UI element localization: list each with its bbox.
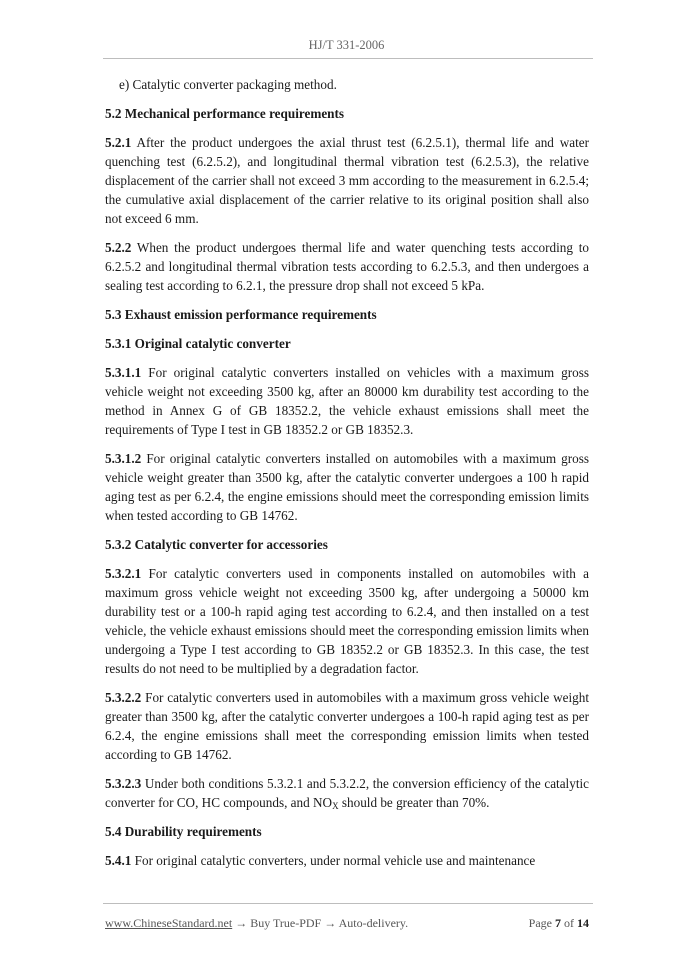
section-heading: 5.2 Mechanical performance requirements [105, 106, 345, 121]
paragraph [105, 133, 589, 228]
buy-pdf-text: Buy True-PDF [250, 916, 322, 930]
clause-text: For original catalytic converters, under normal vehicle use and maintenance [131, 853, 536, 868]
clause-text: For original catalytic converters installed on vehicles with a maximum gross vehicle weight not exceeding 3500 kg, after an 80000 km durability test according to the method in Annex G of GB 18352.2, the vehicle exhaust emissions shall meet the requirements of Type I test in GB 18352.2 or GB 18352.3. [105, 365, 589, 437]
page-word: Page [528, 916, 552, 930]
paragraph [105, 688, 589, 764]
clause-number: 5.3.2.2 [105, 690, 142, 705]
clause-text: e) Catalytic converter packaging method. [119, 77, 337, 92]
clause-text: For original catalytic converters installed on automobiles with a maximum gross vehicle weight greater than 3500 kg, after the catalytic converter undergoes a 100 h rapid aging test as per 6.2.4, the engine emissions should meet the corresponding emission limits when tested according to GB 14762. [105, 451, 589, 523]
footer-links [105, 914, 408, 933]
clause-number: 5.3.2.1 [105, 566, 142, 581]
clause-number: 5.3.1.1 [105, 365, 142, 380]
page-indicator [529, 914, 589, 933]
arrow-icon: → [321, 916, 339, 930]
paragraph [105, 564, 589, 678]
clause-text: For catalytic converters used in automobiles with a maximum gross vehicle weight greater than 3500 kg, after the catalytic converter undergoes a 100-h rapid aging test as per 6.2.4, the engine emissions shall meet the corresponding emission limits when tested according to GB 14762. [105, 690, 589, 762]
clause-number: 5.2.2 [105, 240, 132, 255]
clause-text: For catalytic converters used in components installed on automobiles with a maximum gross vehicle weight not exceeding 3500 kg, after undergoing a 50000 km durability test or a 100-h rapid aging test according to 6.2.4, and then installed on a test vehicle, the vehicle exhaust emissions should meet the corresponding emission limits when undergoing a Type I test according to GB 18352.2 or GB 18352.3. In this case, the test results do not need to be multiplied by a degradation factor. [105, 566, 589, 676]
section-heading: 5.4 Durability requirements [105, 824, 262, 839]
paragraph [105, 774, 589, 812]
auto-delivery-text: Auto-delivery. [338, 916, 409, 930]
clause-number: 5.4.1 [105, 853, 132, 868]
section-heading: 5.3.1 Original catalytic converter [105, 336, 291, 351]
footer-divider [103, 903, 593, 904]
of-word: of [564, 916, 574, 930]
clause-number: 5.2.1 [105, 135, 132, 150]
site-link[interactable]: www.ChineseStandard.net [105, 916, 233, 930]
document-body [105, 75, 589, 880]
paragraph [105, 851, 589, 870]
clause-text: When the product undergoes thermal life and water quenching tests according to 6.2.5.2 and longitudinal thermal vibration tests according to 6.2.5.3, and then undergoes a sealing test according to 6.2.1, the pressure drop shall not exceed 5 kPa. [105, 240, 589, 293]
clause-text: After the product undergoes the axial thrust test (6.2.5.1), thermal life and water quenching test (6.2.5.2), and longitudinal thermal vibration test (6.2.5.3), the relative displacement of the carrier shall not exceed 3 mm according to the measurement in 6.2.5.4; the cumulative axial displacement of the carrier relative to its original position shall also not exceed 6 mm. [105, 135, 589, 226]
paragraph [105, 449, 589, 525]
subscript: X [332, 801, 339, 811]
paragraph [105, 238, 589, 295]
page-header: HJ/T 331-2006 [308, 38, 385, 52]
clause-number: 5.3.2.3 [105, 776, 142, 791]
page-total: 14 [577, 916, 589, 930]
clause-number: 5.3.1.2 [105, 451, 142, 466]
section-heading: 5.3 Exhaust emission performance requirements [105, 307, 377, 322]
clause-text: Under both conditions 5.3.2.1 and 5.3.2.2, the conversion efficiency of the catalytic converter for CO, HC compounds, and NO [105, 776, 589, 810]
section-heading: 5.3.2 Catalytic converter for accessories [105, 537, 328, 552]
header-divider [103, 58, 593, 59]
paragraph [105, 75, 589, 94]
arrow-icon: → [232, 916, 251, 930]
paragraph [105, 363, 589, 439]
clause-text-tail: should be greater than 70%. [338, 795, 490, 810]
page-number: 7 [555, 916, 561, 930]
